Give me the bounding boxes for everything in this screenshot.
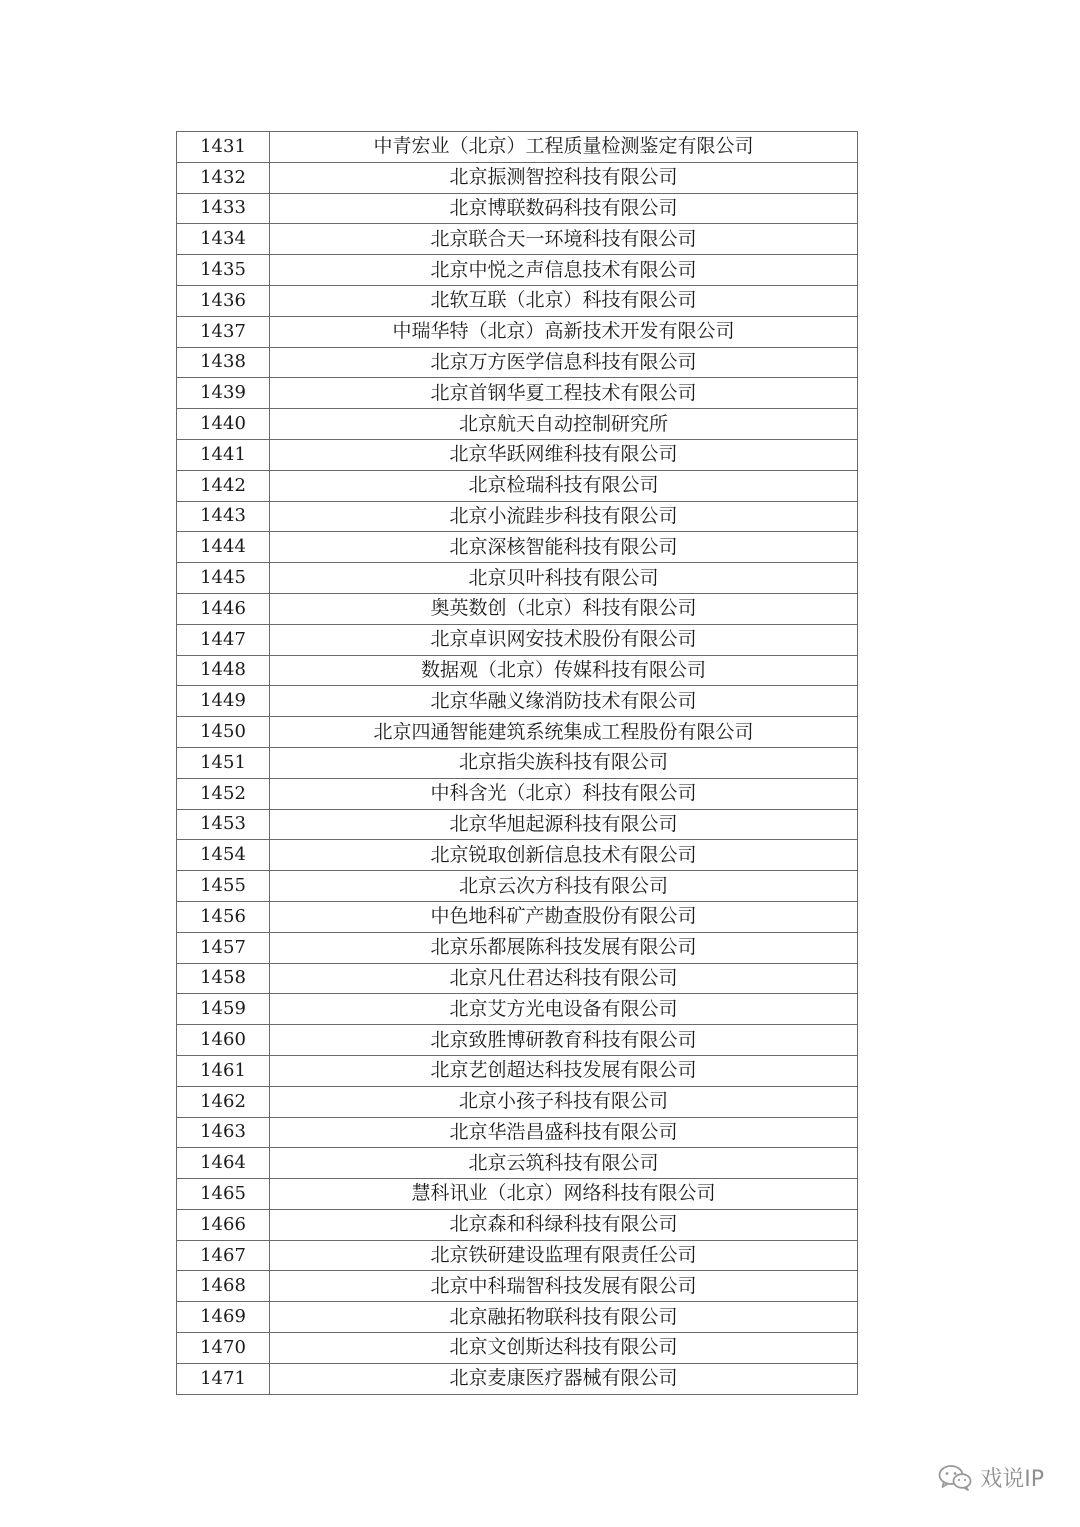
row-number: 1468 (177, 1271, 270, 1302)
company-list-table (176, 131, 858, 1395)
table-row (177, 778, 858, 809)
table-row (177, 747, 858, 778)
company-name: 北京铁研建设监理有限责任公司 (270, 1240, 858, 1271)
table-row (177, 809, 858, 840)
row-number: 1434 (177, 224, 270, 255)
company-name: 数据观（北京）传媒科技有限公司 (270, 655, 858, 686)
row-number: 1436 (177, 285, 270, 316)
company-name: 北京麦康医疗器械有限公司 (270, 1363, 858, 1394)
row-number: 1469 (177, 1302, 270, 1333)
row-number: 1435 (177, 255, 270, 286)
row-number: 1438 (177, 347, 270, 378)
row-number: 1461 (177, 1055, 270, 1086)
table-row (177, 871, 858, 902)
company-name: 中青宏业（北京）工程质量检测鉴定有限公司 (270, 132, 858, 163)
company-name: 北京小流跬步科技有限公司 (270, 501, 858, 532)
company-name: 北京艾方光电设备有限公司 (270, 994, 858, 1025)
table-row (177, 717, 858, 748)
company-name: 奥英数创（北京）科技有限公司 (270, 593, 858, 624)
company-name: 北京指尖族科技有限公司 (270, 747, 858, 778)
company-name: 北京万方医学信息科技有限公司 (270, 347, 858, 378)
row-number: 1462 (177, 1086, 270, 1117)
row-number: 1448 (177, 655, 270, 686)
row-number: 1455 (177, 871, 270, 902)
company-name: 北京航天自动控制研究所 (270, 409, 858, 440)
company-name: 北京锐取创新信息技术有限公司 (270, 840, 858, 871)
company-name: 北京森和科绿科技有限公司 (270, 1209, 858, 1240)
row-number: 1437 (177, 316, 270, 347)
row-number: 1451 (177, 747, 270, 778)
row-number: 1447 (177, 624, 270, 655)
table-row (177, 686, 858, 717)
row-number: 1452 (177, 778, 270, 809)
row-number: 1433 (177, 193, 270, 224)
table-row (177, 1148, 858, 1179)
company-name: 北京融拓物联科技有限公司 (270, 1302, 858, 1333)
table-row (177, 347, 858, 378)
row-number: 1432 (177, 162, 270, 193)
company-name: 北京四通智能建筑系统集成工程股份有限公司 (270, 717, 858, 748)
company-name: 北京乐都展陈科技发展有限公司 (270, 932, 858, 963)
table-row (177, 470, 858, 501)
table-row (177, 1333, 858, 1364)
company-name: 北京云次方科技有限公司 (270, 871, 858, 902)
company-name: 北京卓识网安技术股份有限公司 (270, 624, 858, 655)
watermark (938, 1462, 1044, 1493)
company-name: 慧科讯业（北京）网络科技有限公司 (270, 1179, 858, 1210)
row-number: 1442 (177, 470, 270, 501)
table-row (177, 132, 858, 163)
row-number: 1444 (177, 532, 270, 563)
table-row (177, 1302, 858, 1333)
company-name: 北软互联（北京）科技有限公司 (270, 285, 858, 316)
table-row (177, 1240, 858, 1271)
row-number: 1458 (177, 963, 270, 994)
row-number: 1465 (177, 1179, 270, 1210)
company-name: 北京小孩子科技有限公司 (270, 1086, 858, 1117)
company-name: 北京贝叶科技有限公司 (270, 563, 858, 594)
table-row (177, 624, 858, 655)
row-number: 1463 (177, 1117, 270, 1148)
table-row (177, 162, 858, 193)
table-row (177, 285, 858, 316)
row-number: 1453 (177, 809, 270, 840)
row-number: 1459 (177, 994, 270, 1025)
company-name: 北京艺创超达科技发展有限公司 (270, 1055, 858, 1086)
table-row (177, 1179, 858, 1210)
company-name: 北京振测智控科技有限公司 (270, 162, 858, 193)
company-name: 中色地科矿产勘查股份有限公司 (270, 901, 858, 932)
row-number: 1440 (177, 409, 270, 440)
table-row (177, 963, 858, 994)
company-name: 北京华浩昌盛科技有限公司 (270, 1117, 858, 1148)
table-row (177, 255, 858, 286)
company-name: 北京文创斯达科技有限公司 (270, 1333, 858, 1364)
row-number: 1450 (177, 717, 270, 748)
table-row (177, 439, 858, 470)
company-name: 北京中科瑞智科技发展有限公司 (270, 1271, 858, 1302)
table-row (177, 655, 858, 686)
company-name: 北京华融义缘消防技术有限公司 (270, 686, 858, 717)
company-name: 北京首钢华夏工程技术有限公司 (270, 378, 858, 409)
row-number: 1471 (177, 1363, 270, 1394)
table-row (177, 994, 858, 1025)
company-name: 北京博联数码科技有限公司 (270, 193, 858, 224)
table-row (177, 593, 858, 624)
company-name: 北京联合天一环境科技有限公司 (270, 224, 858, 255)
table-row (177, 1055, 858, 1086)
wechat-icon (938, 1464, 972, 1492)
company-name: 北京中悦之声信息技术有限公司 (270, 255, 858, 286)
table-row (177, 901, 858, 932)
table-row (177, 378, 858, 409)
table-row (177, 563, 858, 594)
row-number: 1466 (177, 1209, 270, 1240)
row-number: 1456 (177, 901, 270, 932)
row-number: 1445 (177, 563, 270, 594)
row-number: 1443 (177, 501, 270, 532)
table-row (177, 409, 858, 440)
company-name: 北京致胜博研教育科技有限公司 (270, 1025, 858, 1056)
row-number: 1446 (177, 593, 270, 624)
table-body (177, 132, 858, 1395)
row-number: 1460 (177, 1025, 270, 1056)
row-number: 1449 (177, 686, 270, 717)
company-name: 北京检瑞科技有限公司 (270, 470, 858, 501)
table-row (177, 193, 858, 224)
row-number: 1457 (177, 932, 270, 963)
table-row (177, 1271, 858, 1302)
table-row (177, 932, 858, 963)
company-name: 北京华旭起源科技有限公司 (270, 809, 858, 840)
company-name: 北京云筑科技有限公司 (270, 1148, 858, 1179)
row-number: 1439 (177, 378, 270, 409)
row-number: 1470 (177, 1333, 270, 1364)
row-number: 1464 (177, 1148, 270, 1179)
company-name: 北京深核智能科技有限公司 (270, 532, 858, 563)
table-row (177, 1117, 858, 1148)
table-row (177, 532, 858, 563)
company-name: 中科含光（北京）科技有限公司 (270, 778, 858, 809)
row-number: 1454 (177, 840, 270, 871)
watermark-text: 戏说IP (980, 1467, 1044, 1492)
row-number: 1467 (177, 1240, 270, 1271)
table-row (177, 1363, 858, 1394)
table-row (177, 224, 858, 255)
table-row (177, 501, 858, 532)
table-row (177, 316, 858, 347)
table-row (177, 840, 858, 871)
row-number: 1441 (177, 439, 270, 470)
company-name: 中瑞华特（北京）高新技术开发有限公司 (270, 316, 858, 347)
company-name: 北京华跃网维科技有限公司 (270, 439, 858, 470)
row-number: 1431 (177, 132, 270, 163)
table-row (177, 1209, 858, 1240)
company-name: 北京凡仕君达科技有限公司 (270, 963, 858, 994)
table-row (177, 1086, 858, 1117)
table-row (177, 1025, 858, 1056)
